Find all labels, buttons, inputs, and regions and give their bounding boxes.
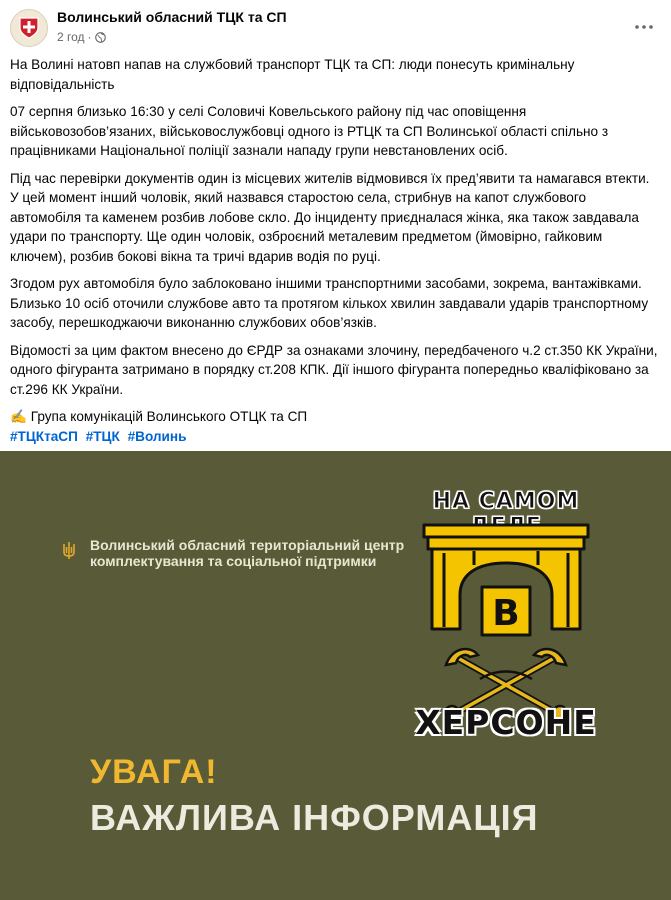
meme-bottom-text: ХЕРСОНЕ (415, 703, 597, 742)
post-paragraph: Згодом рух автомобіля було заблоковано іншими транспортними засобами, зокрема, вантажівками. Близько 10 осіб оточили службове авто та протягом кількох хвилин завдавали ударів транспортному засобу, перешкоджаючи виконанню службових обов’язків. (10, 276, 649, 330)
hashtag-link[interactable]: #Волинь (127, 428, 187, 444)
meta-separator: · (87, 30, 92, 44)
post-meta (57, 30, 106, 44)
org-name-line2: комплектування та соціальної підтримки (90, 553, 377, 569)
arch-anchors-icon (406, 517, 606, 727)
page-avatar[interactable] (10, 9, 48, 47)
meme-letter: В (492, 593, 520, 634)
post-paragraph: Під час перевірки документів один із місцевих жителів відмовився їх пред’явити та намагався втекти. У цей момент інший чоловік, який назвався старостою села, стрибнув на капот службового автомобіля та каменем розбив лобове скло. До інциденту приєдналася жінка, яка також завдавала удари по транспорту. Ще один чоловік, озброєний металевим предметом (ймовірно, гайковим ключем), розбив бокові вікна та тричі вдарив водія по руці. (10, 170, 650, 264)
post-paragraph: На Волині натовп напав на службовий транспорт ТЦК та СП: люди понесуть кримінальну відповідальність (10, 57, 575, 92)
ellipsis-icon (635, 25, 653, 29)
coat-of-arms-icon (18, 16, 40, 40)
post-image[interactable] (0, 451, 671, 900)
trident-icon (62, 541, 76, 561)
hashtags (10, 427, 660, 447)
hashtag-link[interactable]: #ТЦК (85, 428, 120, 444)
page-name[interactable]: Волинський обласний ТЦК та СП (57, 9, 287, 25)
hashtag-link[interactable]: #ТЦКтаСП (10, 428, 78, 444)
more-options-button[interactable] (631, 14, 657, 40)
writing-hand-icon: ✍ (10, 409, 27, 424)
post-signature (10, 407, 660, 427)
globe-icon (95, 32, 106, 43)
meme-top-text: НА САМОМ (432, 489, 580, 514)
headline-important-info: ВАЖЛИВА ІНФОРМАЦІЯ (90, 797, 539, 838)
post-time[interactable]: 2 год (57, 30, 85, 44)
org-name (90, 537, 404, 569)
post-paragraph: 07 серпня близько 16:30 у селі Соловичі Ковельського району під час оповіщення військовозобов’язаних, військовослужбовці одного із РТЦК та СП Волинської області спільно з працівниками Національної поліції зазнали нападу групи невстановлених осіб. (10, 104, 609, 158)
post-header (0, 0, 671, 56)
org-name-line1: Волинський обласний територіальний центр (90, 537, 405, 553)
meme-overlay (406, 489, 606, 749)
post-paragraph: Відомості за цим фактом внесено до ЄРДР за ознаками злочину, передбаченого ч.2 ст.350 КК України, одного фігуранта затримано в порядку ст.208 КПК. Дії іншого фігуранта попередньо кваліфіковано за ст.296 КК України. (10, 342, 658, 397)
signature-text: Група комунікацій Волинського ОТЦК та СП (30, 409, 308, 424)
post-body (10, 55, 660, 446)
headline-warning: УВАГА! (90, 753, 218, 791)
